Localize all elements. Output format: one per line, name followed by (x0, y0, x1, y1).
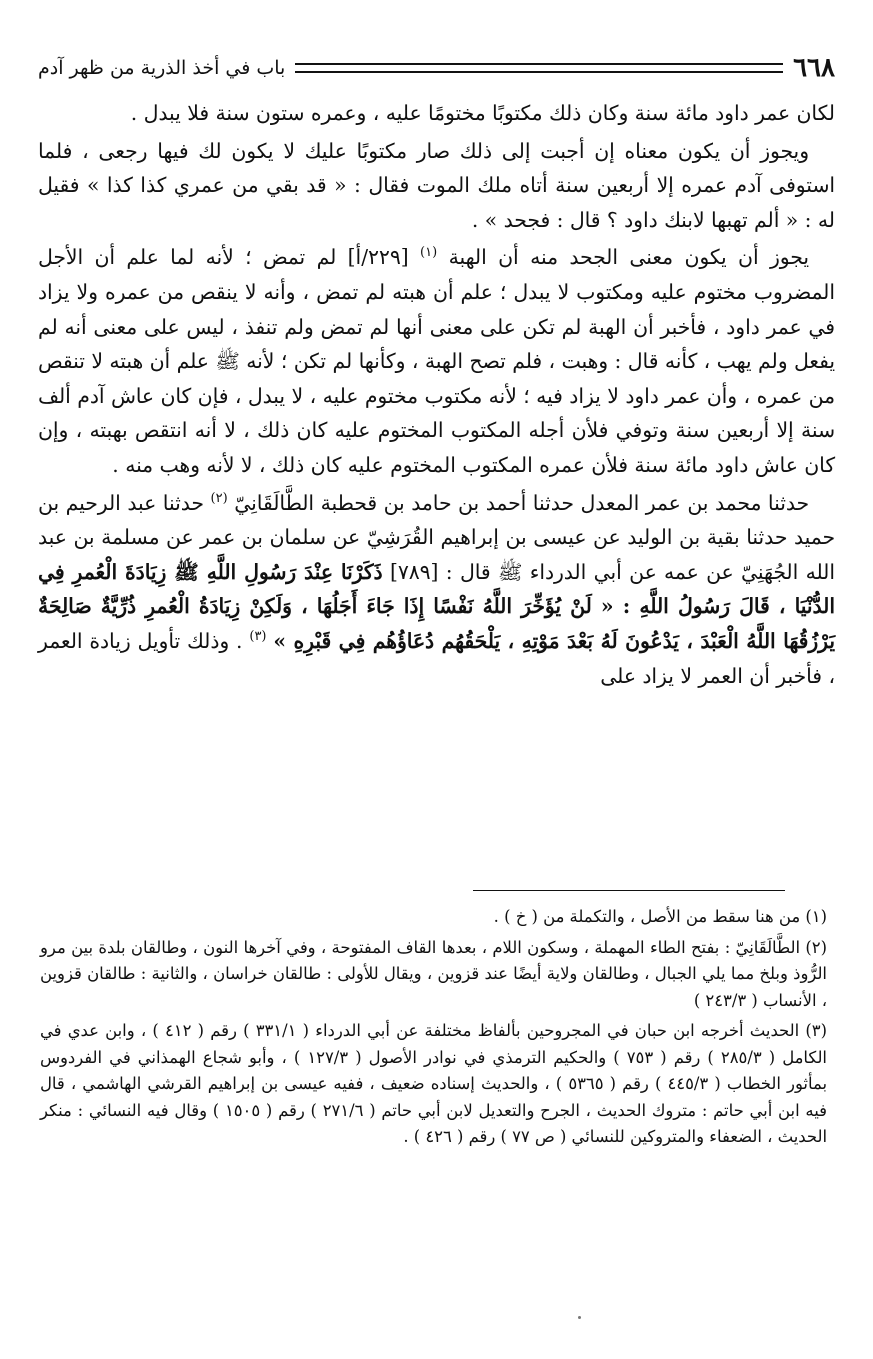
paragraph-text: يجوز أن يكون معنى الجحد منه أن الهبة (448, 245, 809, 270)
footnote-ref-2[interactable]: (٢) (210, 490, 228, 506)
scan-speck (578, 1316, 581, 1319)
page-number: ٦٦٨ (793, 53, 835, 83)
running-title: باب في أخذ الذرية من ظهر آدم (38, 57, 286, 79)
paragraph-text: [٢٢٩/أ] لم تمض ؛ لأنه لما علم أن الأجل المضروب مختوم عليه ومكتوب لا يبدل ؛ علم أن هبته لم تمض ، وأنه لا ينقص من عمره ولا يزاد في عمر داود ، فأخبر أن الهبة لم تكن على معنى أنها لم تمض ولم تنفذ ، ليس على معنى أنه لم يفعل ولم يهب ، كأنه قال : وهبت ، فلم تصح الهبة ، وكأنها لم تكن ؛ لأنه ﷺ علم أن هبته لا تنقص من عمره ، وأن عمر داود لا يزاد فيه ؛ لأنه مكتوب مختوم عليه ، لا يبدل ، فإن كان عاش آدم ألف سنة إلا أربعين سنة وتوفي فلأن أجله المكتوب المختوم عليه كان ذلك ، لا أنه انتقص بهبته ، وإن كان عاش داود مائة سنة فلأن عمره المكتوب المختوم عليه كان ذلك ، لا لأنه وهب منه . (38, 245, 835, 477)
footnote-separator (473, 890, 785, 891)
footnote-ref-1[interactable]: (١) (420, 245, 438, 261)
footnote-1: (١) من هنا سقط من الأصل ، والتكملة من ( خ ) . (493, 907, 827, 926)
footnote-2: (٢) الطَّالَقَانِيّ : بفتح الطاء المهملة ، وسكون اللام ، بعدها القاف المفتوحة ، وفي آخرها النون ، وطالقان بلدة بين مرو الرُّوذ وبلخ مما يلي الجبال ، وطالقان ولاية أيضًا عند قزوين ، ويقال للأولى : طالقان خراسان ، والثانية : طالقان قزوين ، الأنساب ( ٢٤٣/٣ ) (40, 937, 827, 1010)
footnotes (40, 904, 827, 1155)
hadith-text: ذَكَرْنَا عِنْدَ رَسُولِ اللَّهِ ﷺ زِيَادَةَ الْعُمرِ فِي الدُّنْيَا ، قَالَ رَسُولُ اللَّهِ : « لَنْ يُؤَخِّرَ اللَّهُ نَفْسًا إِذَا جَاءَ أَجَلُهَا ، وَلَكِنْ زِيَادَةُ الْعُمرِ ذُرِّيَّةٌ صَالِحَةٌ يَرْزُقُهَا اللَّهُ الْعَبْدَ ، يَدْعُونَ لَهُ بَعْدَ مَوْتِهِ ، يَلْحَقُهُم دُعَاؤُهُم فِي قَبْرِهِ » (38, 559, 836, 653)
isnad-text: حدثنا محمد بن عمر المعدل حدثنا أحمد بن حامد بن قحطبة الطَّالَقَانِيّ (234, 490, 810, 515)
paragraph-text: . وذلك تأويل زيادة العمر ، فأخبر أن العمر لا يزاد على (38, 628, 835, 688)
paragraph-text: ويجوز أن يكون معناه إن أجبت إلى ذلك صار مكتوبًا عليك لا يكون لك فيها رجعى ، فلما استوفى آدم عمره إلا أربعين سنة أتاه ملك الموت فقال : « قد بقي من عمري كذا كذا » فقيل له : « ألم تهبها لابنك داود ؟ قال : فجحد » . (38, 138, 835, 232)
paragraph-1 (38, 96, 835, 131)
isnad-text: حدثنا عبد الرحيم بن حميد حدثنا بقية بن الوليد عن عيسى بن إبراهيم القُرَشِيّ عن سلمان بن عمر عن مسلمة بن عبد الله الجُهَنِيّ عن عمه عن أبي الدرداء ﷺ قال : [٧٨٩] (38, 490, 835, 584)
paragraph-2 (38, 134, 835, 238)
main-text (38, 96, 835, 696)
page-header (38, 48, 835, 88)
paragraph-text: لكان عمر داود مائة سنة وكان ذلك مكتوبًا مختومًا عليه ، وعمره ستون سنة فلا يبدل . (130, 101, 835, 125)
paragraph-3 (38, 240, 835, 482)
footnote-3: (٣) الحديث أخرجه ابن حبان في المجروحين بألفاظ مختلفة عن أبي الدرداء ( ٣٣١/١ ) رقم ( ٤١٢ ) ، وابن عدي في الكامل ( ٢٨٥/٣ ) رقم ( ٧٥٣ ) والحكيم الترمذي في نوادر الأصول ( ١٢٧/٣ ) ، وأبو شجاع الهمذاني في الفردوس بمأثور الخطاب ( ٤٤٥/٣ ) رقم ( ٥٣٦٥ ) ، والحديث إسناده ضعيف ، ففيه عيسى بن إبراهيم القرشي الهاشمي ، قال فيه ابن أبي حاتم : متروك الحديث ، الجرح والتعديل لابن أبي حاتم ( ٢٧١/٦ ) رقم ( ١٥٠٥ ) وقال فيه النسائي : منكر الحديث ، الضعفاء والمتروكين للنسائي ( ص ٧٧ ) رقم ( ٤٢٦ ) . (40, 1021, 828, 1146)
header-rule (295, 63, 783, 73)
paragraph-4 (38, 486, 835, 694)
footnote-ref-3[interactable]: (٣) (249, 629, 267, 645)
